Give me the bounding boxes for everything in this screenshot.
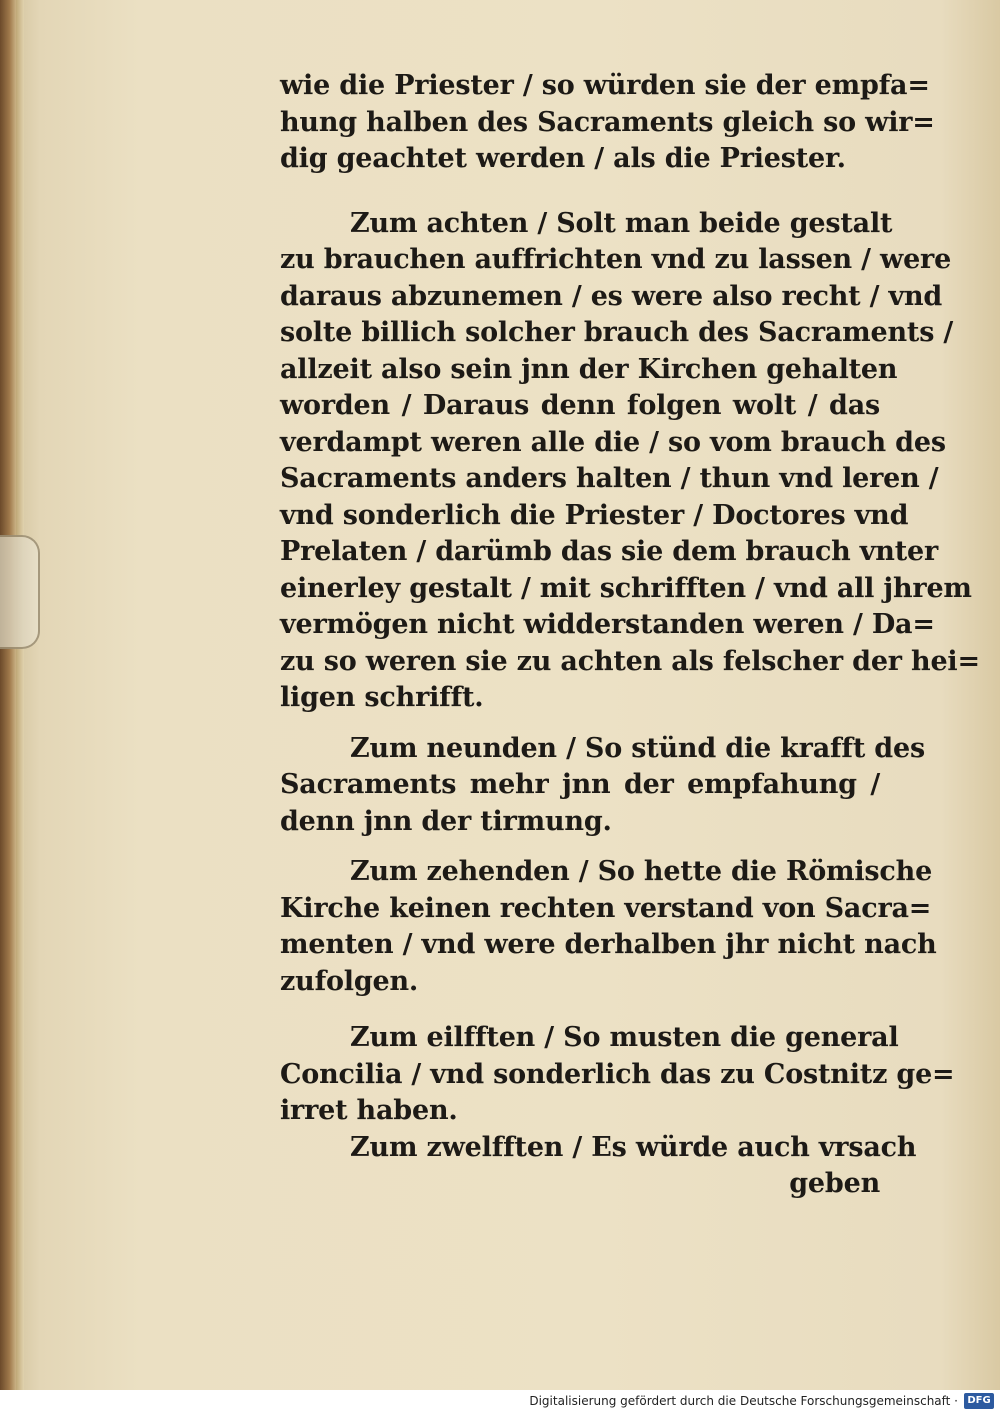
page-clip (0, 535, 40, 649)
text-line: einerley gestalt / mit schrifften / vnd all jhrem (280, 572, 972, 604)
text-line: zufolgen. (280, 965, 419, 997)
text-line: daraus abzunemen / es were also recht / vnd (280, 280, 943, 312)
text-line: verdampt weren alle die / so vom brauch des (280, 426, 946, 458)
text-line: hung halben des Sacraments gleich so wir= (280, 106, 935, 138)
text-line: denn jnn der tirmung. (280, 805, 612, 837)
dfg-credit: Digitalisierung gefördert durch die Deutsche Forschungsgemeinschaft · (529, 1394, 958, 1408)
paragraph-start: Zum eilfften / So musten die general (350, 1022, 899, 1053)
text-line: zu brauchen auffrichten vnd zu lassen / were (280, 244, 952, 275)
text-line: menten / vnd were derhalben jhr nicht nach (280, 929, 937, 960)
paragraph-start: Zum neunden / So stünd die krafft des (350, 732, 925, 764)
text-line: Prelaten / darümb das sie dem brauch vnter (280, 536, 939, 567)
text-line: dig geachtet werden / als die Priester. (280, 143, 846, 174)
text-line: vnd sonderlich die Priester / Doctores vnd (280, 499, 909, 531)
paragraph-start: Zum zwelfften / Es würde auch vrsach (350, 1131, 917, 1163)
body-text (280, 68, 980, 1203)
text-line: wie die Priester / so würden sie der empfa= (280, 70, 930, 101)
text-line: Concilia / vnd sonderlich das zu Costnitz ge= (280, 1058, 955, 1090)
text-line: Kirche keinen rechten verstand von Sacra= (280, 892, 932, 924)
paragraph-start: Zum achten / Solt man beide gestalt (350, 207, 893, 239)
paragraph-start: Zum zehenden / So hette die Römische (350, 856, 933, 887)
text-line: worden / Daraus denn folgen wolt / das (280, 390, 880, 421)
text-line: allzeit also sein jnn der Kirchen gehalten (280, 353, 898, 385)
book-binding (0, 0, 16, 1390)
page-edge (16, 0, 24, 1390)
text-line: ligen schrifft. (280, 682, 484, 713)
footer-bar (0, 1390, 1000, 1415)
text-line: Sacraments mehr jnn der empfahung / (280, 769, 880, 800)
text-line: irret haben. (280, 1095, 458, 1126)
dfg-logo: DFG (964, 1393, 994, 1409)
text-line: zu so weren sie zu achten als felscher der hei= (280, 645, 980, 677)
text-line: Sacraments anders halten / thun vnd leren / (280, 463, 939, 494)
text-line: solte billich solcher brauch des Sacraments / (280, 317, 954, 348)
catchword: geben (789, 1168, 880, 1199)
text-line: vermögen nicht widderstanden weren / Da= (280, 609, 935, 640)
